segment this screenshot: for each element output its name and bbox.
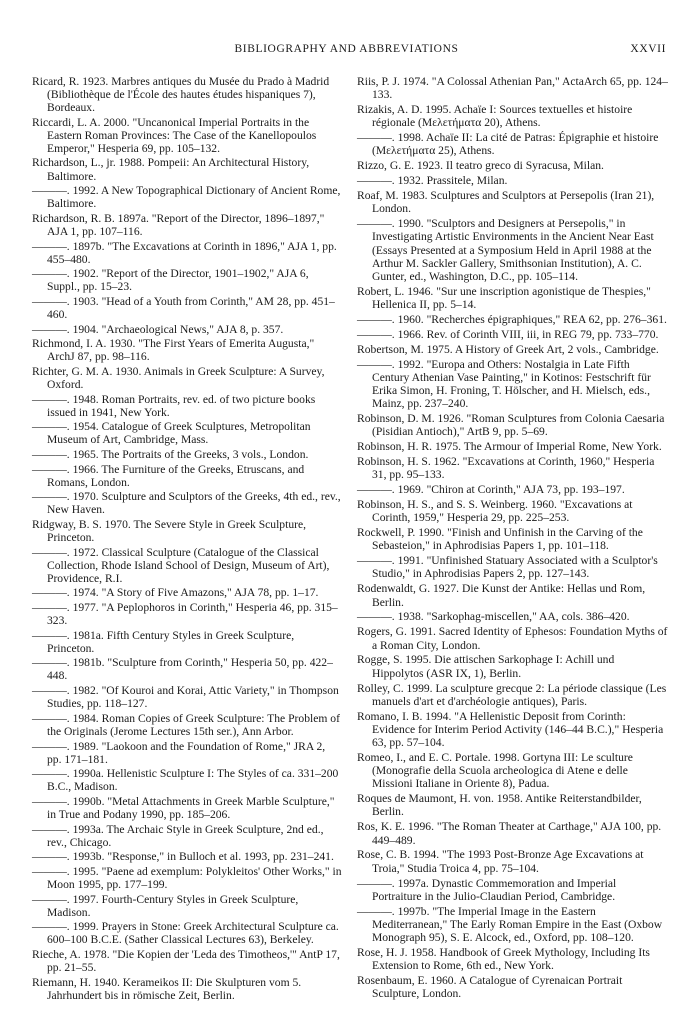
bibliography-entry: Rizakis, A. D. 1995. Achaïe I: Sources textuelles et histoire régionale (Μελετήματα 20), Athens. <box>357 103 633 130</box>
bibliography-entry: ———. 1977. "A Peplophoros in Corinth," Hesperia 46, pp. 315–323. <box>32 601 338 628</box>
bibliography-entry: Robertson, M. 1975. A History of Greek Art, 2 vols., Cambridge. <box>357 342 659 356</box>
bibliography-column-right <box>357 75 668 1002</box>
bibliography-entry: ———. 1998. Achaïe II: La cité de Patras: Épigraphie et histoire (Μελετήματα 25), Athens. <box>357 131 659 158</box>
running-header-title: BIBLIOGRAPHY AND ABBREVIATIONS <box>234 43 459 55</box>
bibliography-entry: Richmond, I. A. 1930. "The First Years of Emerita Augusta," ArchJ 87, pp. 98–116. <box>32 337 315 364</box>
bibliography-entry: Rieche, A. 1978. "Die Kopien der 'Leda des Timotheos,'" AntP 17, pp. 21–55. <box>32 947 340 974</box>
bibliography-entry: Richardson, R. B. 1897a. "Report of the Director, 1896–1897," AJA 1, pp. 107–116. <box>32 211 325 238</box>
bibliography-entry: Roques de Maumont, H. von. 1958. Antike Reiterstandbilder, Berlin. <box>357 792 642 819</box>
bibliography-entry: ———. 1992. A New Topographical Dictionary of Ancient Rome, Baltimore. <box>32 184 341 211</box>
bibliography-entry: ———. 1970. Sculpture and Sculptors of the Greeks, 4th ed., rev., New Haven. <box>32 490 341 517</box>
bibliography-entry: Romeo, I., and E. C. Portale. 1998. Gortyna III: Le sculture (Monografie della Scuola archeologica di Atene e delle Missioni Italiane in Oriente 8), Padua. <box>357 750 633 791</box>
bibliography-entry: Rogers, G. 1991. Sacred Identity of Ephesos: Foundation Myths of a Roman City, London. <box>357 625 668 652</box>
bibliography-entry: ———. 1960. "Recherches épigraphiques," REA 62, pp. 276–361. <box>357 312 667 326</box>
bibliography-entry: Rockwell, P. 1990. "Finish and Unfinish in the Carving of the Sebasteion," in Aphrodisias Papers 1, pp. 101–118. <box>357 526 643 553</box>
bibliography-entry: ———. 1992. "Europa and Others: Nostalgia in Late Fifth Century Athenian Vase Painting," in Kotinos: Festschrift für Erika Simon, H. Froning, T. Hölscher, and H. Mielsch, eds., Mainz, pp. 237–240. <box>357 357 651 411</box>
bibliography-entry: Richardson, L., jr. 1988. Pompeii: An Architectural History, Baltimore. <box>32 156 310 183</box>
bibliography-entry: ———. 1938. "Sarkophag-miscellen," AA, cols. 386–420. <box>357 610 630 624</box>
bibliography-entry: ———. 1948. Roman Portraits, rev. ed. of two picture books issued in 1941, New York. <box>32 392 316 419</box>
bibliography-entry: ———. 1991. "Unfinished Statuary Associated with a Sculptor's Studio," in Aphrodisias Papers 2, pp. 127–143. <box>357 554 658 581</box>
bibliography-entry: Rogge, S. 1995. Die attischen Sarkophage I: Achill und Hippolytos (ASR IX, 1), Berlin. <box>357 653 615 680</box>
bibliography-entry: Richter, G. M. A. 1930. Animals in Greek Sculpture: A Survey, Oxford. <box>32 364 325 391</box>
bibliography-entry: ———. 1972. Classical Sculpture (Catalogue of the Classical Collection, Rhode Island School of Design, Museum of Art), Providence, R.I. <box>32 545 330 585</box>
bibliography-entry: ———. 1990. "Sculptors and Designers at Persepolis," in Investigating Artistic Environments in the Ancient Near East (Essays Presented at a Symposium Held in April 1988 at the Arthur M. Sackler Gallery, Smithsonian Institution), A. C. Gunter, ed., Washington, D.C., pp. 105–114. <box>357 217 654 283</box>
bibliography-entry: ———. 1904. "Archaeological News," AJA 8, p. 357. <box>32 322 284 336</box>
bibliography-entry: ———. 1990b. "Metal Attachments in Greek Marble Sculpture," in True and Podany 1990, pp. 185–206. <box>32 794 335 821</box>
bibliography-entry: ———. 1999. Prayers in Stone: Greek Architectural Sculpture ca. 600–100 B.C.E. (Sather Classical Lectures 63), Berkeley. <box>32 920 339 947</box>
bibliography-entry: ———. 1932. Prassitele, Milan. <box>357 174 508 188</box>
bibliography-entry: Rizzo, G. E. 1923. Il teatro greco di Syracusa, Milan. <box>357 159 604 173</box>
bibliography-entry: Robinson, H. S., and S. S. Weinberg. 1960. "Excavations at Corinth, 1959," Hesperia 29, pp. 225–253. <box>357 498 633 525</box>
bibliography-entry: Robert, L. 1946. "Sur une inscription agonistique de Thespies," Hellenica II, pp. 5–14. <box>357 284 651 312</box>
bibliography-column-left <box>32 75 342 1003</box>
bibliography-entry: Rolley, C. 1999. La sculpture grecque 2: La période classique (Les manuels d'art et d'archéologie antiques), Paris. <box>357 681 667 708</box>
bibliography-entry: ———. 1993b. "Response," in Bulloch et al. 1993, pp. 231–241. <box>32 850 334 864</box>
bibliography-entry: ———. 1989. "Laokoon and the Foundation of Rome," JRA 2, pp. 171–181. <box>32 739 326 766</box>
bibliography-entry: ———. 1997a. Dynastic Commemoration and Imperial Portraiture in the Julio-Claudian Period, Cambridge. <box>357 876 617 903</box>
bibliography-entry: Robinson, H. S. 1962. "Excavations at Corinth, 1960," Hesperia 31, pp. 95–133. <box>357 455 655 482</box>
bibliography-entry: ———. 1902. "Report of the Director, 1901–1902," AJA 6, Suppl., pp. 15–23. <box>32 267 309 294</box>
bibliography-entry: ———. 1984. Roman Copies of Greek Sculpture: The Problem of the Originals (Jerome Lectures 15th ser.), Ann Arbor. <box>32 711 340 738</box>
bibliography-entry: Ridgway, B. S. 1970. The Severe Style in Greek Sculpture, Princeton. <box>32 518 307 545</box>
bibliography-entry: ———. 1966. Rev. of Corinth VIII, iii, in REG 79, pp. 733–770. <box>357 327 659 341</box>
bibliography-entry: ———. 1982. "Of Kouroi and Korai, Attic Variety," in Thompson Studies, pp. 118–127. <box>32 684 339 711</box>
bibliography-entry: Ricard, R. 1923. Marbres antiques du Musée du Prado à Madrid (Bibliothèque de l'École des hautes études hispaniques 7), Bordeaux. <box>32 75 330 115</box>
page-number: XXVII <box>630 43 666 55</box>
bibliography-entry: ———. 1981b. "Sculpture from Corinth," Hesperia 50, pp. 422–448. <box>32 656 333 683</box>
bibliography-entry: Ros, K. E. 1996. "The Roman Theater at Carthage," AJA 100, pp. 449–489. <box>357 820 662 847</box>
bibliography-entry: ———. 1981a. Fifth Century Styles in Greek Sculpture, Princeton. <box>32 628 295 655</box>
bibliography-entry: ———. 1997b. "The Imperial Image in the Eastern Mediterranean," The Early Roman Empire in the East (Oxbow Monograph 95), S. E. Alcock, ed., Oxford, pp. 108–120. <box>357 904 663 945</box>
bibliography-entry: ———. 1966. The Furniture of the Greeks, Etruscans, and Romans, London. <box>32 462 305 489</box>
bibliography-entry: Riis, P. J. 1974. "A Colossal Athenian Pan," ActaArch 65, pp. 124–133. <box>357 75 668 102</box>
bibliography-entry: ———. 1993a. The Archaic Style in Greek Sculpture, 2nd ed., rev., Chicago. <box>32 822 324 849</box>
bibliography-entry: ———. 1995. "Paene ad exemplum: Polykleitos' Other Works," in Moon 1995, pp. 177–199. <box>32 864 342 891</box>
bibliography-entry: ———. 1997. Fourth-Century Styles in Greek Sculpture, Madison. <box>32 892 299 919</box>
bibliography-entry: Rose, H. J. 1958. Handbook of Greek Mythology, Including Its Extension to Rome, 6th ed., New York. <box>357 945 650 973</box>
bibliography-entry: Roaf, M. 1983. Sculptures and Sculptors at Persepolis (Iran 21), London. <box>357 189 655 216</box>
bibliography-entry: ———. 1974. "A Story of Five Amazons," AJA 78, pp. 1–17. <box>32 586 319 600</box>
bibliography-entry: ———. 1990a. Hellenistic Sculpture I: The Styles of ca. 331–200 B.C., Madison. <box>32 767 339 794</box>
bibliography-entry: Romano, I. B. 1994. "A Hellenistic Deposit from Corinth: Evidence for Interim Period Activity (146–44 B.C.)," Hesperia 63, pp. 57–104. <box>357 709 664 750</box>
bibliography-entry: Robinson, H. R. 1975. The Armour of Imperial Rome, New York. <box>357 440 662 454</box>
bibliography-entry: Robinson, D. M. 1926. "Roman Sculptures from Colonia Caesaria (Pisidian Antioch)," ArtB 9, pp. 5–69. <box>357 412 665 439</box>
bibliography-entry: ———. 1903. "Head of a Youth from Corinth," AM 28, pp. 451–460. <box>32 294 335 321</box>
bibliography-entry: ———. 1897b. "The Excavations at Corinth in 1896," AJA 1, pp. 455–480. <box>32 239 337 266</box>
bibliography-entry: Riccardi, L. A. 2000. "Uncanonical Imperial Portraits in the Eastern Roman Provinces: The Case of the Kanellopoulos Emperor," Hesperia 69, pp. 105–132. <box>32 115 317 155</box>
bibliography-entry: ———. 1954. Catalogue of Greek Sculptures, Metropolitan Museum of Art, Cambridge, Mass. <box>32 420 311 447</box>
bibliography-entry: ———. 1969. "Chiron at Corinth," AJA 73, pp. 193–197. <box>357 483 625 497</box>
bibliography-entry: Rosenbaum, E. 1960. A Catalogue of Cyrenaican Portrait Sculpture, London. <box>357 974 623 1001</box>
bibliography-entry: Rodenwaldt, G. 1927. Die Kunst der Antike: Hellas und Rom, Berlin. <box>357 582 646 609</box>
bibliography-entry: Rose, C. B. 1994. "The 1993 Post-Bronze Age Excavations at Troia," Studia Troica 4, pp. 75–104. <box>357 848 644 875</box>
bibliography-entry: ———. 1965. The Portraits of the Greeks, 3 vols., London. <box>32 447 309 461</box>
bibliography-entry: Riemann, H. 1940. Kerameikos II: Die Skulpturen vom 5. Jahrhundert bis in römische Zeit, Berlin. <box>32 975 302 1002</box>
